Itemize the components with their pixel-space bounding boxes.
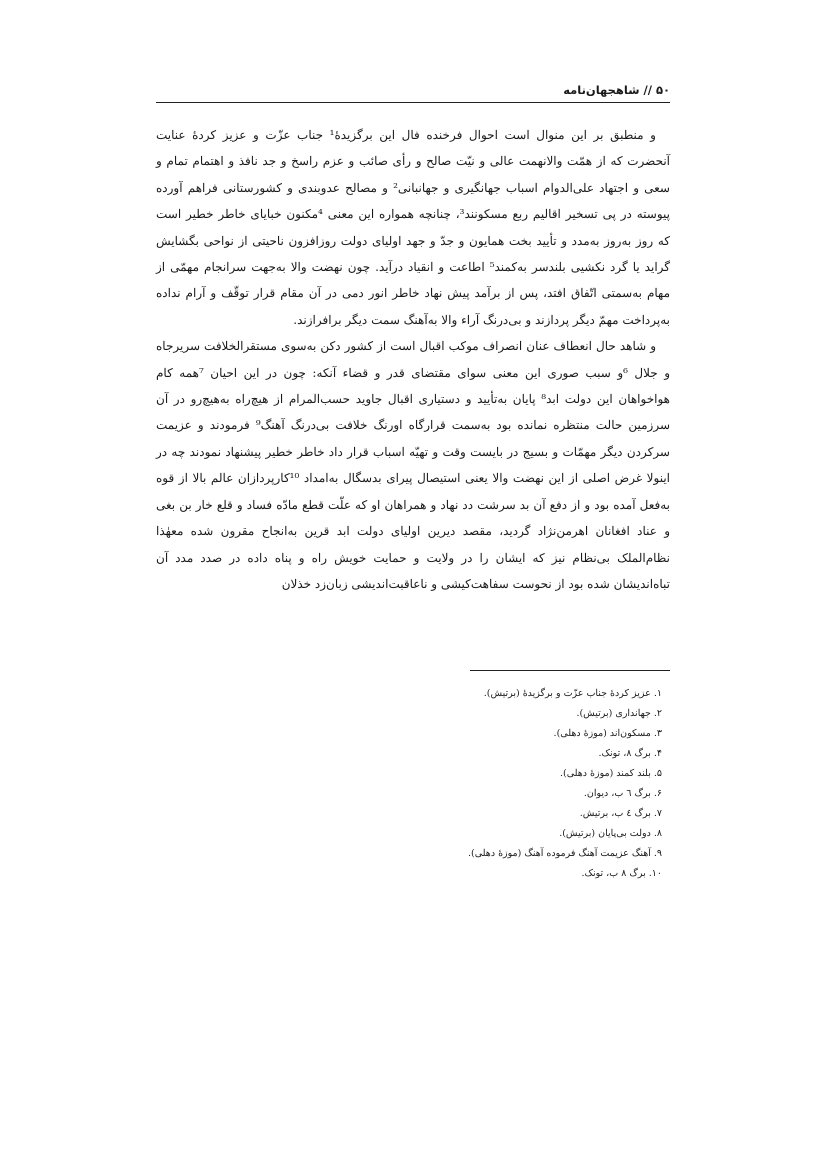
footnote: ۷. برگ ٤ ب، برتیش. (579, 808, 662, 819)
footnote: ۸. دولت بی‌پایان (برتیش). (559, 828, 662, 839)
footnote: ۹. آهنگ عزیمت آهنگ فرموده آهنگ (موزهٔ دهلی). (468, 848, 662, 859)
header-divider (156, 102, 670, 103)
main-text (156, 122, 670, 597)
running-header: ۵۰ // شاهجهان‌نامه (563, 83, 670, 97)
footnote: ۶. برگ ٦ ب، دیوان. (583, 788, 662, 799)
footnote: ۱۰. برگ ۸ ب، تونک. (581, 868, 662, 879)
paragraph: و منطبق بر این منوال است احوال فرخنده فال این برگزیدهٔ¹ جناب عزّت و عزیز کردهٔ عنایت آنحضرت که از همّت والانهمت عالی و نیّت صالح و رأی صائب و عزم راسخ و جد نافذ و اهتمام تمام و سعی و اجتهاد علی‌الدوام اسباب جهانگیری و جهانبانی² و مصالح عدوبندی و کشورستانی فراهم آورده پیوسته در پی تسخیر اقالیم ربع مسکونند³، چنانچه همواره این معنی ⁴مکنون خبایای خاطر خطیر است که روز به‌روز به‌مدد و تأیید بخت همایون و جدّ و جهد اولیای دولت روزافزون ناحیتی از نواحی بگشایش گراید یا گرد نکشیی بلندسر به‌کمند⁵ اطاعت و انقیاد درآید. چون نهضت والا به‌جهت سرانجام مهمّی از مهام به‌سمتی اتّفاق افتد، پس از برآمد پیش نهاد خاطر انور دمی در آن مقام قرار توقّف و آرام نداده به‌پرداخت مهمّ دیگر پردازند و بی‌درنگ آراء والا به‌آهنگ سمت دیگر برافرازند. (156, 128, 670, 327)
footnote: ۵. بلند کمند (موزهٔ دهلی). (559, 768, 662, 779)
footnotes (156, 684, 670, 884)
footnote: ۳. مسکون‌اند (موزهٔ دهلی). (553, 728, 662, 739)
footnote: ۴. برگ ۸، تونک. (598, 748, 662, 759)
footnote-divider (470, 670, 670, 671)
footnote: ۲. جهانداری (برتیش). (576, 708, 662, 719)
footnote: ۱. عزیز کردهٔ جناب عزّت و برگزیدهٔ (برتیش). (483, 688, 662, 699)
paragraph: و شاهد حال انعطاف عنان انصراف موکب اقبال است از کشور دکن به‌سوی مستقرالخلافت سریرجاه و جلال ⁶و سبب صوری این معنی سوای مقتضای قدر و قضاء آنکه: چون در این احیان ⁷همه کام هواخواهان این دولت ابد⁸ پایان به‌تأیید و دستیاری اقبال جاوید حسب‌المرام از هیچ‌راه به‌هیچ‌رو در آن سرزمین حالت منتظره نمانده بود به‌سمت قرارگاه اورنگ خلافت بی‌درنگ آهنگ⁹ فرمودند و عزیمت سرکردن دیگر مهمّات و بسیج در بایست وقت و تهیّه اسباب قرار داد خاطر خطیر پیشنهاد نمودند چه در اینولا غرض اصلی از این نهضت والا یعنی استیصال پیرای بدسگال به‌امداد ¹⁰کارپردازان عالم بالا از قوه به‌فعل آمده بود و از دفع آن بد سرشت دد نهاد و همراهان او که علّت قطع مادّه فساد و قلع خار بن بغی و عناد افغانان اهرمن‌نژاد گردید، مقصد دیرین اولیای دولت ابد قرین به‌انجاح مقرون شده معهٰذا نظام‌الملک بی‌نظام نیز که ایشان را در ولایت و حمایت خویش راه و پناه داده در صدد مدد آن تباه‌اندیشان شده بود از نحوست سفاهت‌کیشی و ناعاقبت‌اندیشی زبان‌زد خذلان (156, 339, 671, 591)
